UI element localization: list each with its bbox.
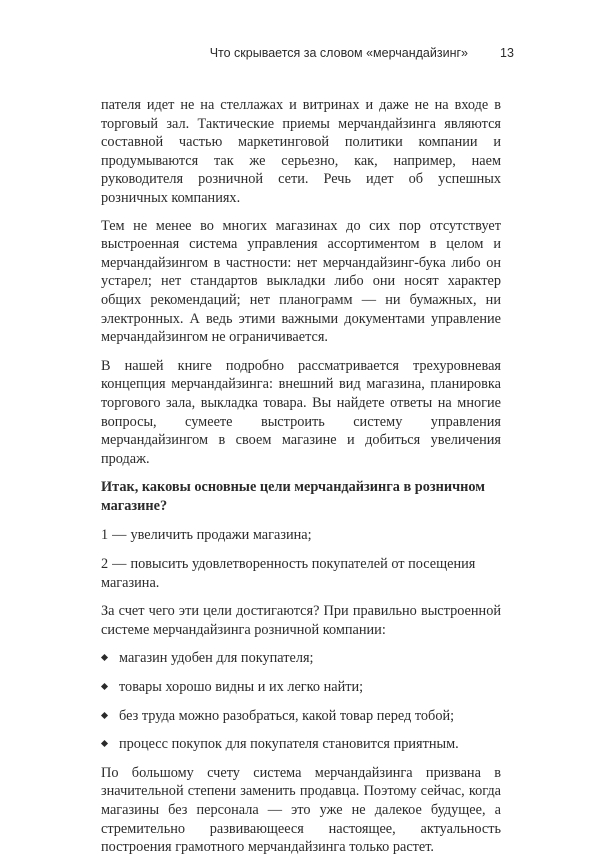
page-number: 13	[500, 46, 514, 60]
paragraph-assortment: Тем не менее во многих магазинах до сих пор отсутствует выстроенная система управления ассортиментом в целом и мерчандайзингом в частности: нет мерчандайзинг-бука либо он устарел; нет стандартов выкладки либо они носят характер общих рекомендаций; нет планограмм — ни бумажных, ни электронных. А ведь этими важными документами управление мерчандайзингом не ограничивается.	[101, 217, 501, 346]
diamond-bullet-icon	[101, 712, 108, 719]
bullet-list	[101, 649, 501, 753]
bullet-text: товары хорошо видны и их легко найти;	[119, 679, 364, 696]
goal-item-1	[101, 526, 501, 545]
paragraph-how: За счет чего эти цели достигаются? При правильно выстроенной системе мерчандайзинга розничной компании:	[101, 603, 501, 638]
bullet-item	[101, 678, 501, 697]
bullet-item	[101, 735, 501, 754]
page-body	[101, 96, 501, 867]
running-title: Что скрывается за словом «мерчандайзинг»	[209, 46, 468, 60]
goal-dash: —	[112, 556, 127, 573]
bullet-item	[101, 707, 501, 726]
goal-item-2	[101, 555, 501, 592]
bullet-text: магазин удобен для покупателя;	[119, 650, 314, 667]
running-head	[0, 46, 600, 64]
paragraph-conclusion: По большому счету система мерчандайзинга призвана в значительной степени заменить продавца. Поэтому сейчас, когда магазины без персонала — это уже не далекое будущее, а стремительно развивающееся настоящее, актуальность построения грамотного мерчандайзинга только растет.	[101, 764, 501, 856]
diamond-bullet-icon	[101, 740, 108, 747]
goal-text: повысить удовлетворенность покупателей от посещения магазина.	[101, 556, 476, 591]
diamond-bullet-icon	[101, 654, 108, 661]
paragraph-concept: В нашей книге подробно рассматривается трехуровневая концепция мерчандайзинга: внешний вид магазина, планировка торгового зала, выкладка товара. Вы найдете ответы на многие вопросы, сумеете выстроить систему управления мерчандайзингом в своем магазине и добиться увеличения продаж.	[101, 357, 501, 467]
question-heading: Итак, каковы основные цели мерчандайзинга в розничном магазине?	[101, 479, 486, 514]
goal-number: 2	[101, 556, 109, 573]
goal-dash: —	[112, 527, 127, 544]
diamond-bullet-icon	[101, 683, 108, 690]
paragraph-continued: пателя идет не на стеллажах и витринах и даже не на входе в торговый зал. Тактические приемы мерчандайзинга являются составной частью маркетинговой политики компании и продумываются так же серьезно, как, например, наем руководителя розничной сети. Речь идет об успешных розничных компаниях.	[101, 97, 501, 206]
bullet-text: процесс покупок для покупателя становится приятным.	[119, 736, 459, 753]
goal-text: увеличить продажи магазина;	[130, 527, 312, 544]
bullet-item	[101, 649, 501, 668]
goal-number: 1	[101, 527, 109, 544]
bullet-text: без труда можно разобраться, какой товар перед тобой;	[119, 707, 455, 724]
